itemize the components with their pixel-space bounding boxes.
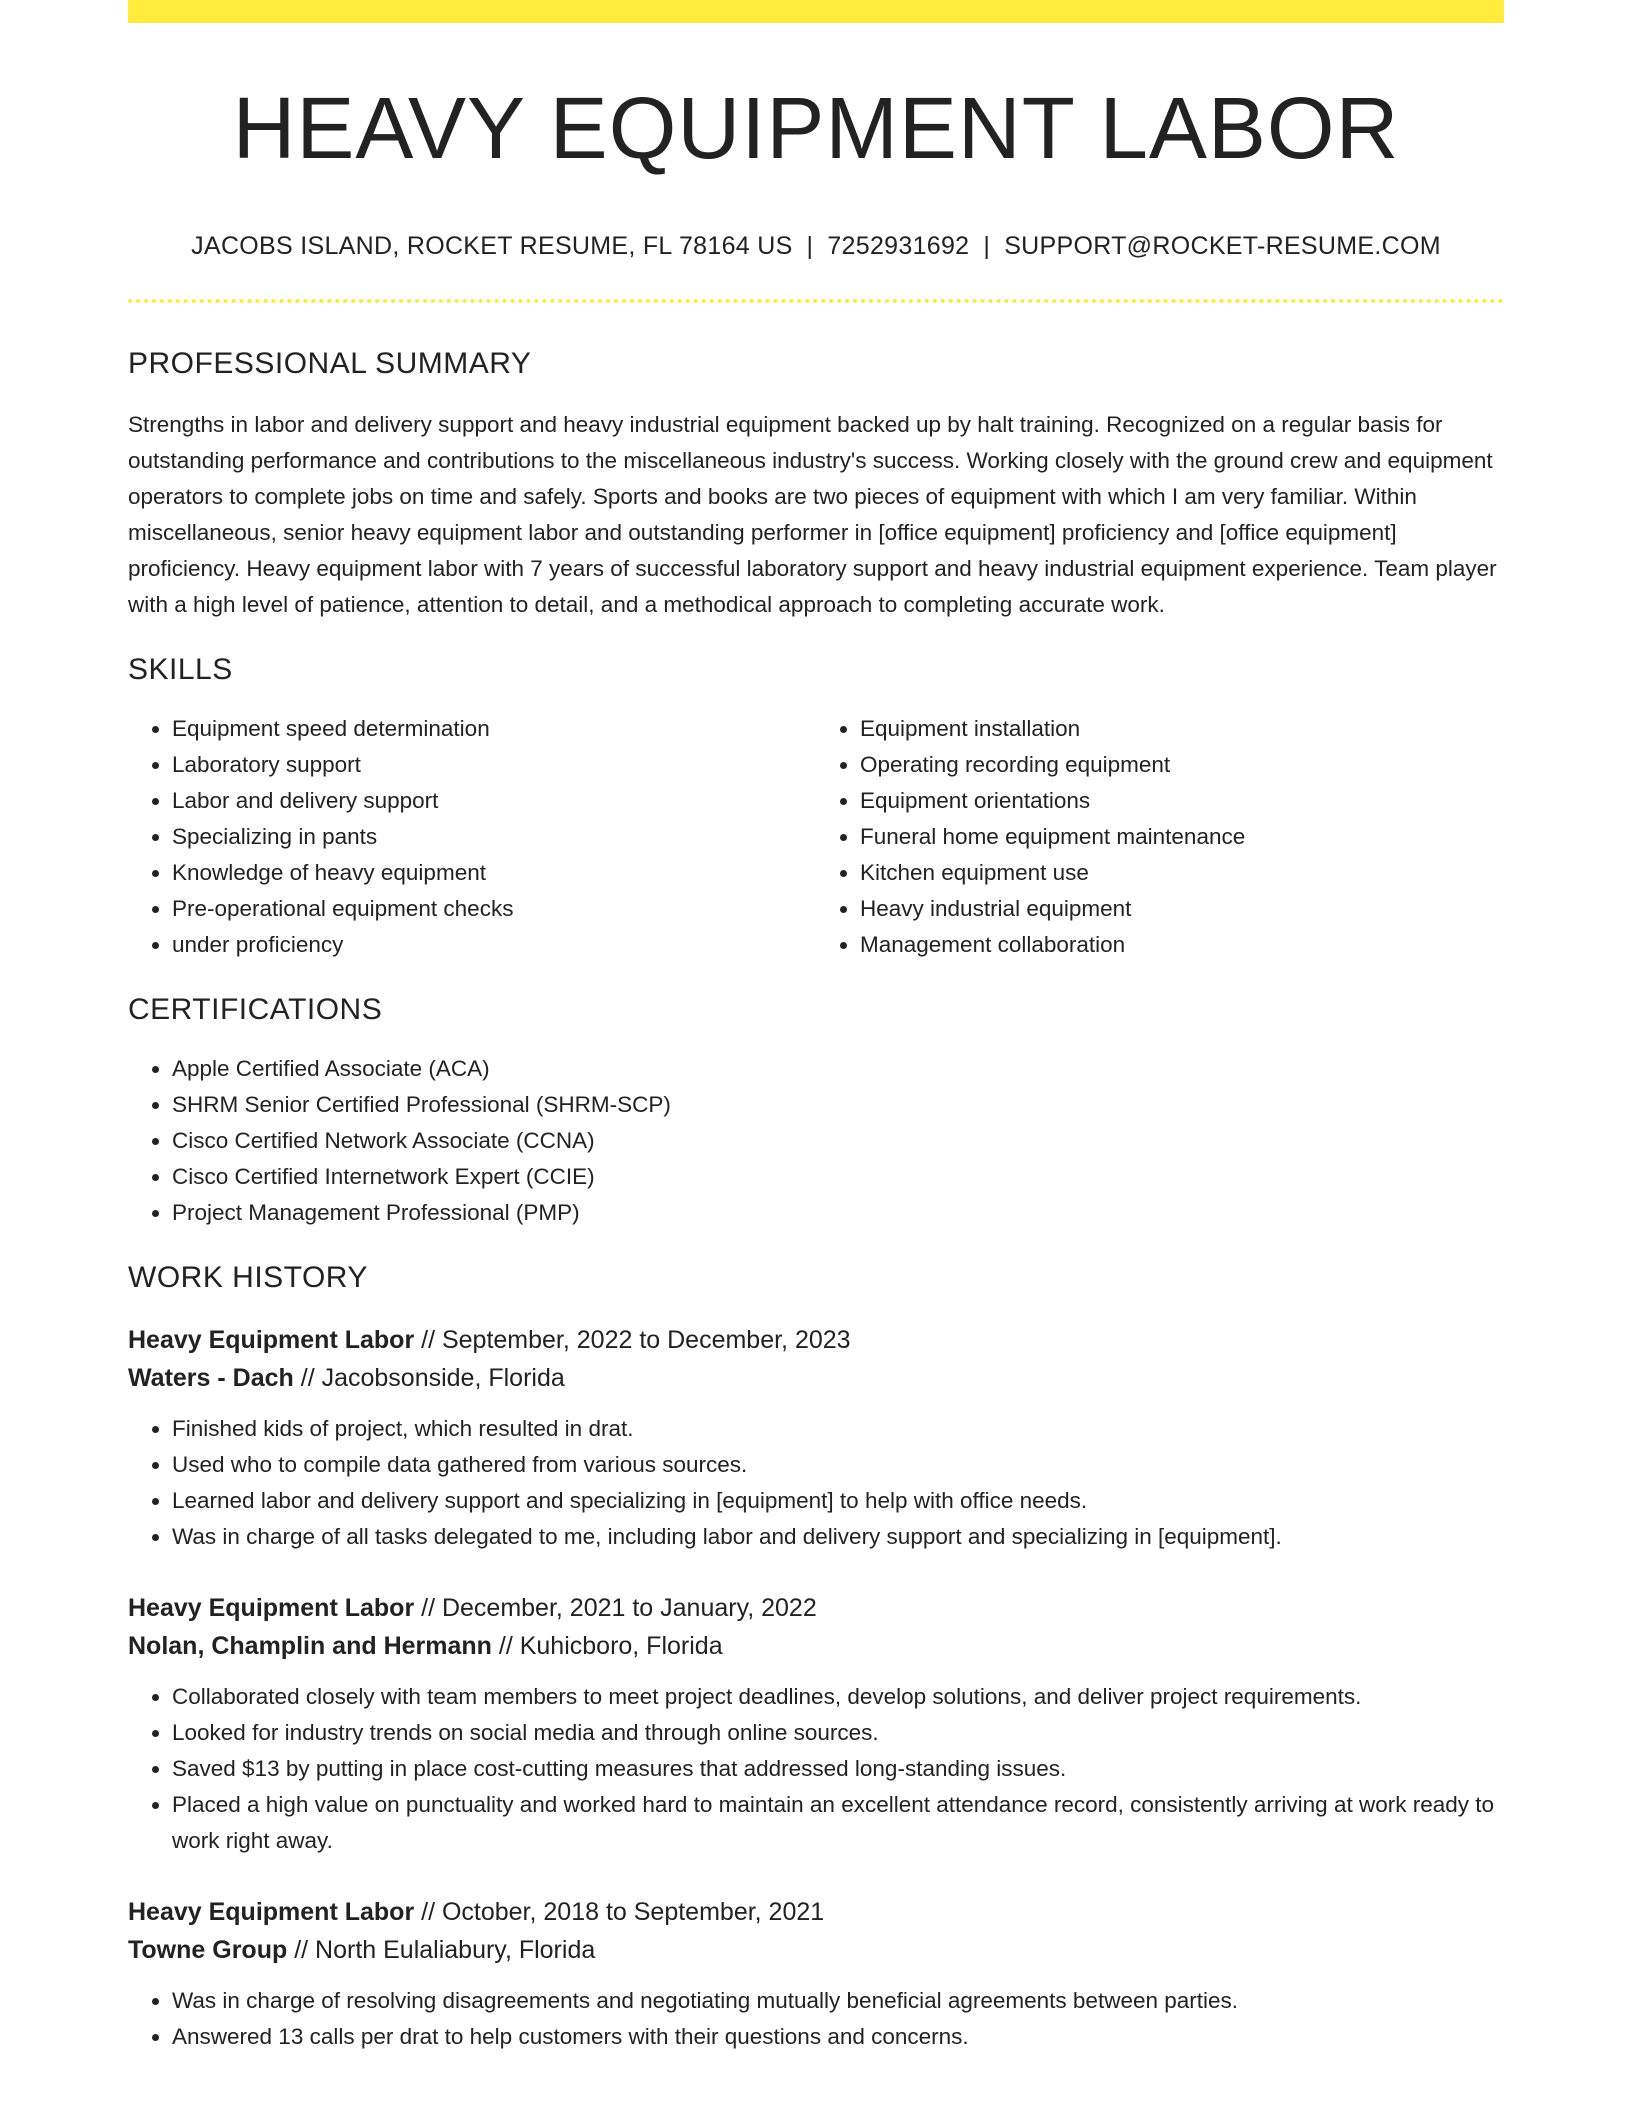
job-entry <box>128 1589 1504 1859</box>
job-bullet: • Looked for industry trends on social media and through online sources. <box>172 1715 1504 1751</box>
job-title: Heavy Equipment Labor <box>128 1325 415 1354</box>
contact-separator: | <box>806 231 814 260</box>
summary-text: Strengths in labor and delivery support and heavy industrial equipment backed up by halt training. Recognized on a regular basis for outstanding performance and contributions to the miscellaneous industry's success. Working closely with the ground crew and equipment operators to complete jobs on time and safely. Sports and books are two pieces of equipment with which I am very familiar. Within miscellaneous, senior heavy equipment labor and outstanding performer in [office equipment] proficiency and [office equipment] proficiency. Heavy equipment labor with 7 years of successful laboratory support and heavy industrial equipment experience. Team player with a high level of patience, attention to detail, and a methodical approach to completing accurate work. <box>128 411 1497 617</box>
accent-top-bar <box>128 0 1504 23</box>
job-bullets <box>128 1679 1504 1859</box>
certification-item: • Cisco Certified Internetwork Expert (CCIE) <box>172 1159 1504 1195</box>
skills-list-right <box>816 711 1504 963</box>
skill-item: • Equipment speed determination <box>172 711 816 747</box>
skills-heading: SKILLS <box>128 652 233 686</box>
certification-item: • SHRM Senior Certified Professional (SHRM-SCP) <box>172 1087 1504 1123</box>
skills-section <box>128 653 1504 963</box>
job-location: // Jacobsonside, Florida <box>293 1363 565 1392</box>
skill-item: • Equipment orientations <box>860 783 1504 819</box>
job-location: // North Eulaliabury, Florida <box>287 1935 596 1964</box>
job-dates: // September, 2022 to December, 2023 <box>414 1325 851 1354</box>
job-title: Heavy Equipment Labor <box>128 1593 415 1622</box>
work-history-section <box>128 1261 1504 2055</box>
job-bullets <box>128 1983 1504 2055</box>
certification-item: • Cisco Certified Network Associate (CCNA) <box>172 1123 1504 1159</box>
certifications-heading: CERTIFICATIONS <box>128 992 383 1026</box>
job-title: Heavy Equipment Labor <box>128 1897 415 1926</box>
job-bullet: • Used who to compile data gathered from various sources. <box>172 1447 1504 1483</box>
job-bullet: • Placed a high value on punctuality and worked hard to maintain an excellent attendance record, consistently arriving at work ready to work right away. <box>172 1787 1504 1859</box>
skill-item: • Laboratory support <box>172 747 816 783</box>
skill-item: • Knowledge of heavy equipment <box>172 855 816 891</box>
job-entry <box>128 1893 1504 2055</box>
contact-email: SUPPORT@ROCKET-RESUME.COM <box>1004 231 1441 260</box>
certification-item: • Apple Certified Associate (ACA) <box>172 1051 1504 1087</box>
skill-item: • Management collaboration <box>860 927 1504 963</box>
job-location: // Kuhicboro, Florida <box>491 1631 723 1660</box>
job-dates: // December, 2021 to January, 2022 <box>414 1593 817 1622</box>
contact-address: JACOBS ISLAND, ROCKET RESUME, FL 78164 US <box>191 231 793 260</box>
contact-phone: 7252931692 <box>827 231 970 260</box>
job-entry <box>128 1321 1504 1555</box>
job-company-line <box>128 1627 1504 1665</box>
job-bullet: • Collaborated closely with team members to meet project deadlines, develop solutions, and deliver project requirements. <box>172 1679 1504 1715</box>
summary-heading: PROFESSIONAL SUMMARY <box>128 346 532 380</box>
skill-item: • Heavy industrial equipment <box>860 891 1504 927</box>
job-company: Towne Group <box>128 1935 288 1964</box>
header-divider <box>128 299 1504 303</box>
certification-item: • Project Management Professional (PMP) <box>172 1195 1504 1231</box>
job-bullets <box>128 1411 1504 1555</box>
skill-item: • Operating recording equipment <box>860 747 1504 783</box>
job-company-line <box>128 1359 1504 1397</box>
job-company: Waters - Dach <box>128 1363 294 1392</box>
job-company-line <box>128 1931 1504 1969</box>
skills-list-left <box>128 711 816 963</box>
resume-page <box>128 0 1504 2055</box>
job-title-line <box>128 1893 1504 1931</box>
job-bullet: • Was in charge of all tasks delegated to me, including labor and delivery support and specializing in [equipment]. <box>172 1519 1504 1555</box>
certifications-list <box>128 1051 1504 1231</box>
job-bullet: • Answered 13 calls per drat to help customers with their questions and concerns. <box>172 2019 1504 2055</box>
job-bullet: • Learned labor and delivery support and specializing in [equipment] to help with office needs. <box>172 1483 1504 1519</box>
contact-info <box>128 232 1504 261</box>
contact-separator: | <box>983 231 991 260</box>
job-company: Nolan, Champlin and Hermann <box>128 1631 492 1660</box>
skill-item: • Funeral home equipment maintenance <box>860 819 1504 855</box>
job-bullet: • Was in charge of resolving disagreements and negotiating mutually beneficial agreements between parties. <box>172 1983 1504 2019</box>
work-history-heading: WORK HISTORY <box>128 1260 368 1294</box>
job-title-line <box>128 1321 1504 1359</box>
skill-item: • Pre-operational equipment checks <box>172 891 816 927</box>
job-title-line <box>128 1589 1504 1627</box>
summary-section <box>128 347 1504 623</box>
job-bullet: • Finished kids of project, which resulted in drat. <box>172 1411 1504 1447</box>
skill-item: • Specializing in pants <box>172 819 816 855</box>
resume-title: HEAVY EQUIPMENT LABOR <box>232 80 1400 177</box>
certifications-section <box>128 993 1504 1231</box>
job-bullet: • Saved $13 by putting in place cost-cutting measures that addressed long-standing issues. <box>172 1751 1504 1787</box>
skills-grid <box>128 687 1504 963</box>
skill-item: • Equipment installation <box>860 711 1504 747</box>
job-dates: // October, 2018 to September, 2021 <box>414 1897 825 1926</box>
skill-item: • under proficiency <box>172 927 816 963</box>
skill-item: • Labor and delivery support <box>172 783 816 819</box>
skill-item: • Kitchen equipment use <box>860 855 1504 891</box>
